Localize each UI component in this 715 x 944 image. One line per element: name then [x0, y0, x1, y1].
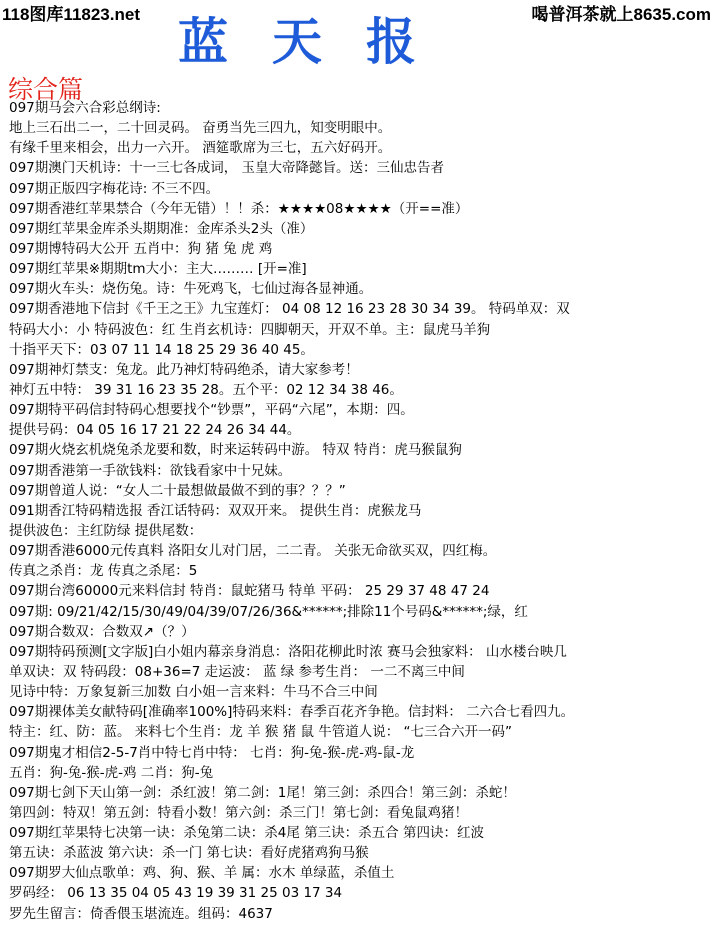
text-line: 提供波色：主红防绿 提供尾数： [9, 522, 203, 539]
text-line: 097期香港红苹果禁合（今年无错）！！杀：★★★★08★★★★（开==准） [9, 200, 469, 217]
text-line: 097期: 09/21/42/15/30/49/04/39/07/26/36&******;排除11个号码&******;绿，红 [9, 603, 528, 620]
text-line: 传真之杀肖：龙 传真之杀尾：5 [9, 563, 198, 580]
text-line: 神灯五中特： 39 31 16 23 35 28。五个平：02 12 34 38 46。 [9, 381, 403, 398]
text-line: 提供号码：04 05 16 17 21 22 24 26 34 44。 [9, 422, 301, 439]
newspaper-title: 蓝天报 [178, 12, 460, 71]
text-line: 第四剑：特双！第五剑：特看小数！第六剑：杀三门！第七剑：看兔鼠鸡猪！ [9, 804, 468, 821]
text-line: 091期香江特码精选报 香江话特码：双双开来。 提供生肖：虎猴龙马 [9, 502, 422, 519]
text-line: 097期红苹果※期期tm大小：主大……… [开=准] [9, 261, 307, 278]
text-line: 097期裸体美女献特码[准确率100%]特码来料：春季百花齐争艳。信封料： 二六合七看四九。 [9, 704, 575, 721]
text-line: 罗先生留言：倚香偎玉堪流连。组码：4637 [9, 905, 273, 922]
text-line: 097期鬼才相信2-5-7肖中特七肖中特： 七肖：狗-兔-猴-虎-鸡-鼠-龙 [9, 744, 415, 761]
text-line: 097期红苹果金库杀头期期准：金库杀头2头（准） [9, 220, 314, 237]
text-line: 097期红苹果特七决第一诀：杀兔第二诀：杀4尾 第三诀：杀五合 第四诀：红波 [9, 825, 484, 842]
text-line: 见诗中特：万象复新三加数 白小姐一言来料：牛马不合三中间 [9, 684, 378, 701]
text-line: 097期马会六合彩总纲诗: [9, 100, 161, 116]
text-line: 097期香港第一手欲钱料：欲钱看家中十兄妹。 [9, 462, 292, 479]
text-line: 十指平天下：03 07 11 14 18 25 29 36 40 45。 [9, 341, 314, 358]
text-line: 单双诀：双 特码段：08+36=7 走运波： 蓝 绿 参考生肖： 一二不离三中间 [9, 663, 465, 680]
text-line: 097期特码预测[文字版]白小姐内幕亲身消息：洛阳花柳此时浓 赛马会独家料： 山水楼台映几 [9, 643, 567, 660]
text-line: 097期曾道人说：“女人二十最想做最做不到的事？？？” [9, 482, 346, 499]
text-line: 地上三石出二一，二十回灵码。 奋勇当先三四九，知变明眼中。 [9, 120, 392, 137]
text-line: 097期罗大仙点歌单：鸡、狗、猴、羊 属：水木 单绿蓝，杀值土 [9, 865, 395, 882]
text-line: 有缘千里来相会，出力一六开。 酒筵歌席为三七，五六好码开。 [9, 140, 392, 157]
text-line: 罗码经： 06 13 35 04 05 43 19 39 31 25 03 17 34 [9, 885, 343, 902]
site-watermark-left: 118图库11823.net [2, 5, 140, 24]
text-line: 097期香港6000元传真料 洛阳女儿对门居，二二青。 关张无命欲买双，四红梅。 [9, 543, 497, 560]
article-body [9, 98, 713, 924]
site-watermark-right: 喝普洱茶就上8635.com [531, 5, 711, 24]
text-line: 097期火车头：烧伤兔。诗：牛死鸡飞，七仙过海各显神通。 [9, 281, 373, 298]
text-line: 097期台湾60000元来料信封 特肖：鼠蛇猪马 特单 平码： 25 29 37 48 47 24 [9, 583, 490, 600]
text-line: 097期神灯禁支：兔龙。此乃神灯特码绝杀，请大家参考！ [9, 361, 359, 378]
text-line: 特码大小：小 特码波色：红 生肖玄机诗：四脚朝天，开双不单。主：鼠虎马羊狗 [9, 321, 491, 338]
text-line: 特主：红、防：蓝。 来料七个生肖：龙 羊 猴 猪 鼠 牛管道人说： “七三合六开一码” [9, 724, 513, 741]
text-line: 097期香港地下信封《千王之王》九宝莲灯： 04 08 12 16 23 28 30 34 39。 特码单双：双 [9, 301, 570, 318]
page-header [0, 0, 715, 71]
text-line: 097期澳门天机诗：十一三七各成词， 玉皇大帝降懿旨。送：三仙忠告者 [9, 160, 445, 177]
text-line: 097期特平码信封特码心想要找个“钞票”，平码“六尾”，本期：四。 [9, 402, 414, 419]
text-line: 097期博特码大公开 五肖中：狗 猪 兔 虎 鸡 [9, 240, 273, 257]
text-line: 097期七剑下天山第一剑：杀红波！第二剑：1尾！第三剑：杀四合！第三剑：杀蛇！ [9, 784, 516, 801]
text-line: 第五诀：杀蓝波 第六诀：杀一门 第七诀：看好虎猪鸡狗马猴 [9, 845, 369, 862]
section-heading: 综合篇 [8, 75, 84, 104]
text-line: 五肖：狗-兔-猴-虎-鸡 二肖：狗-兔 [9, 764, 214, 781]
text-line: 097期正版四字梅花诗: 不三不四。 [9, 180, 220, 197]
text-line: 097期火烧玄机烧兔杀龙要和数，时来运转码中游。 特双 特肖：虎马猴鼠狗 [9, 442, 462, 459]
text-line: 097期合数双：合数双↗（？） [9, 623, 195, 640]
